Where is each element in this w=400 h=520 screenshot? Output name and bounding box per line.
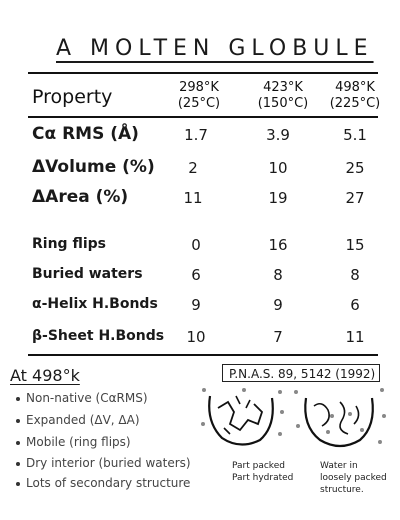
table-top-rule	[28, 72, 378, 74]
table-cell: 3.9	[266, 126, 290, 144]
globule-chain	[218, 402, 262, 430]
table-cell: 8	[350, 266, 360, 284]
notes-heading: At 498°k	[10, 366, 80, 385]
list-item	[16, 391, 148, 405]
column-celsius: (225°C)	[329, 96, 381, 111]
column-header-498k	[324, 80, 386, 112]
table-cell: 25	[345, 159, 365, 177]
water-dot	[201, 422, 205, 426]
column-header-298k	[168, 80, 230, 112]
water-dot	[330, 414, 334, 418]
water-dot	[278, 432, 282, 436]
bullet-text: Dry interior (buried waters)	[26, 456, 191, 470]
water-dot	[202, 388, 206, 392]
table-cell: 6	[350, 296, 360, 314]
row-label-alpha-helix-hbonds: α-Helix H.Bonds	[32, 296, 158, 312]
table-bottom-rule	[28, 354, 378, 356]
list-item	[16, 413, 140, 427]
table-cell: 27	[345, 189, 365, 207]
water-dot	[296, 424, 300, 428]
table-cell: 10	[268, 159, 288, 177]
column-temp: 298°K	[179, 80, 219, 95]
caption-line: Water in	[320, 461, 358, 471]
bullet-dot-icon	[16, 482, 20, 486]
table-cell: 15	[345, 236, 365, 254]
table-cell: 8	[273, 266, 283, 284]
water-dot	[326, 430, 330, 434]
table-cell: 1.7	[184, 126, 208, 144]
table-cell: 0	[191, 236, 201, 254]
bullet-text: Mobile (ring flips)	[26, 435, 131, 449]
water-dot	[242, 388, 246, 392]
row-label-ring-flips: Ring flips	[32, 236, 106, 252]
page-title: A MOLTEN GLOBULE	[56, 36, 374, 61]
column-temp: 498°K	[335, 80, 375, 95]
water-dot	[360, 428, 364, 432]
bullet-text: Non-native (CαRMS)	[26, 391, 148, 405]
table-cell: 2	[188, 159, 198, 177]
globule-chain	[314, 402, 359, 434]
water-dot	[278, 390, 282, 394]
caption-line: Part hydrated	[232, 473, 294, 483]
row-label-delta-area: ΔArea (%)	[32, 187, 129, 207]
right-figure-caption	[320, 460, 387, 496]
caption-line: structure.	[320, 485, 364, 495]
column-header-423k	[252, 80, 314, 112]
packed-globule-sketch	[200, 384, 286, 454]
reference-box: P.N.A.S. 89, 5142 (1992)	[222, 364, 380, 382]
bullet-dot-icon	[16, 397, 20, 401]
water-dot	[294, 390, 298, 394]
bullet-dot-icon	[16, 462, 20, 466]
loose-globule-sketch	[292, 380, 388, 456]
table-cell: 9	[273, 296, 283, 314]
table-cell: 9	[191, 296, 201, 314]
bullet-text: Expanded (ΔV, ΔA)	[26, 413, 140, 427]
table-cell: 16	[268, 236, 288, 254]
bullet-dot-icon	[16, 419, 20, 423]
water-dot	[380, 388, 384, 392]
row-label-delta-volume: ΔVolume (%)	[32, 157, 155, 177]
bullet-text: Lots of secondary structure	[26, 476, 191, 490]
table-cell: 6	[191, 266, 201, 284]
column-temp: 423°K	[263, 80, 303, 95]
column-celsius: (25°C)	[177, 96, 221, 111]
list-item	[16, 456, 191, 470]
bullet-dot-icon	[16, 441, 20, 445]
table-header-rule	[28, 116, 378, 118]
table-cell: 11	[183, 189, 203, 207]
row-label-beta-sheet-hbonds: β-Sheet H.Bonds	[32, 328, 165, 344]
list-item	[16, 435, 131, 449]
water-dot	[348, 412, 352, 416]
globule-outline	[209, 396, 273, 445]
row-label-buried-waters: Buried waters	[32, 266, 143, 282]
list-item	[16, 476, 190, 490]
table-cell: 5.1	[343, 126, 367, 144]
water-dot	[378, 440, 382, 444]
table-cell: 11	[345, 328, 365, 346]
property-header: Property	[32, 86, 113, 108]
left-figure-caption	[232, 460, 293, 484]
table-cell: 7	[273, 328, 283, 346]
table-cell: 10	[186, 328, 206, 346]
caption-line: Part packed	[232, 461, 285, 471]
row-label-calpha-rms: Cα RMS (Å)	[32, 124, 139, 144]
column-celsius: (150°C)	[257, 96, 309, 111]
caption-line: loosely packed	[320, 473, 387, 483]
water-dot	[280, 410, 284, 414]
table-cell: 19	[268, 189, 288, 207]
water-dot	[382, 414, 386, 418]
